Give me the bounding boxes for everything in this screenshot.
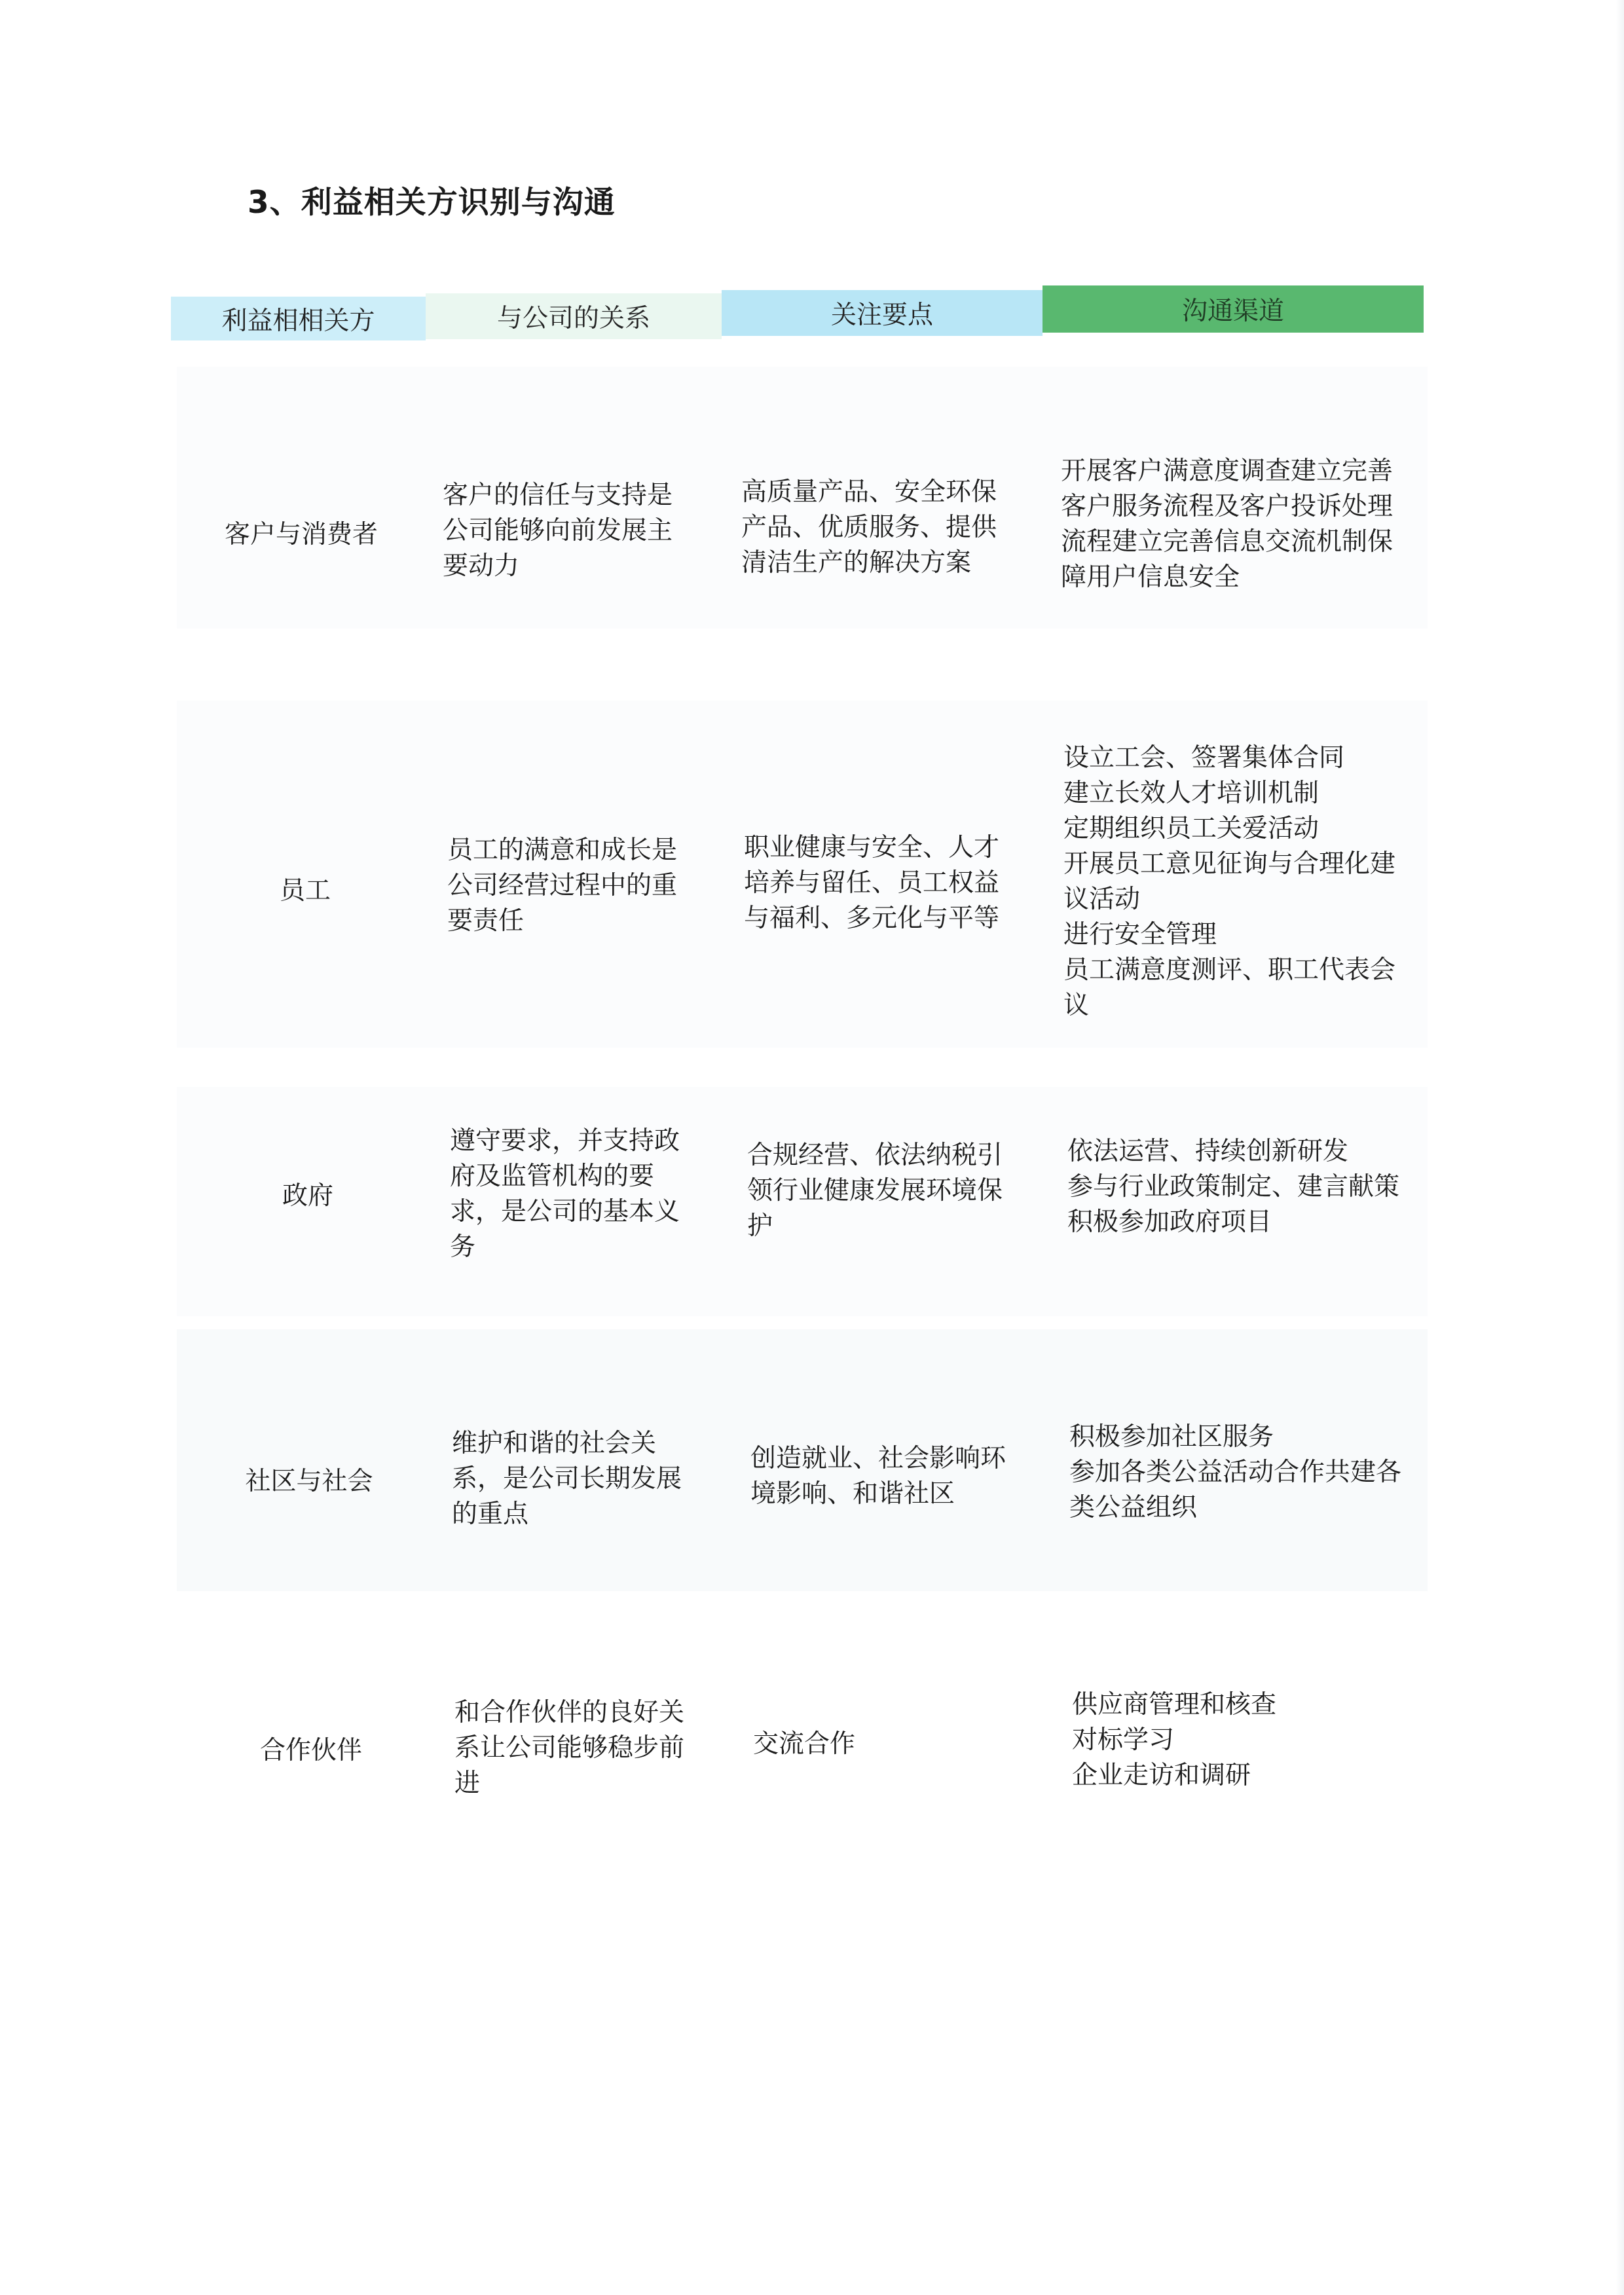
focus-text: 合规经营、依法纳税引 领行业健康发展环境保 护 [747, 1141, 1003, 1241]
column-header-channels: 沟通渠道 [1043, 285, 1424, 333]
focus-text: 创造就业、社会影响环 境影响、和谐社区 [750, 1444, 1006, 1509]
stakeholder-name: 客户与消费者 [224, 520, 378, 549]
focus-text: 职业健康与安全、人才 培养与留任、员工权益 与福利、多元化与平等 [744, 833, 1000, 933]
relationship-text: 和合作伙伴的良好关 系让公司能够稳步前 进 [454, 1698, 685, 1798]
relationship-text: 员工的满意和成长是 公司经营过程中的重 要责任 [447, 835, 678, 936]
column-header-stakeholder: 利益相相关方 [171, 297, 426, 340]
channels-text: 开展客户满意度调查建立完善 客户服务流程及客户投诉处理 流程建立完善信息交流机制保 障用户信息安全 [1061, 456, 1393, 592]
column-header-relationship: 与公司的关系 [426, 293, 722, 339]
column-header-focus: 关注要点 [722, 290, 1043, 336]
focus-text: 高质量产品、安全环保 产品、优质服务、提供 清洁生产的解决方案 [741, 477, 997, 578]
stakeholder-name: 员工 [279, 876, 331, 906]
section-title: 3、利益相关方识别与沟通 [248, 185, 616, 221]
relationship-text: 遵守要求，并支持政 府及监管机构的要 求，是公司的基本义 务 [450, 1126, 680, 1262]
page-edge [1616, 0, 1624, 2295]
stakeholder-name: 社区与社会 [245, 1467, 373, 1496]
channels-text: 依法运营、持续创新研发 参与行业政策制定、建言献策 积极参加政府项目 [1067, 1137, 1400, 1237]
channels-text: 设立工会、签署集体合同 建立长效人才培训机制 定期组织员工关爱活动 开展员工意见征询与合理化建 议活动 进行安全管理 员工满意度测评、职工代表会 议 [1063, 743, 1396, 1020]
channels-text: 积极参加社区服务 参加各类公益活动合作共建各 类公益组织 [1069, 1422, 1402, 1522]
focus-text: 交流合作 [753, 1729, 856, 1759]
stakeholder-name: 合作伙伴 [259, 1736, 362, 1765]
stakeholder-name: 政府 [282, 1181, 333, 1211]
relationship-text: 客户的信任与支持是 公司能够向前发展主 要动力 [443, 481, 673, 581]
channels-text: 供应商管理和核查 对标学习 企业走访和调研 [1072, 1690, 1277, 1790]
relationship-text: 维护和谐的社会关 系，是公司长期发展 的重点 [452, 1429, 682, 1529]
